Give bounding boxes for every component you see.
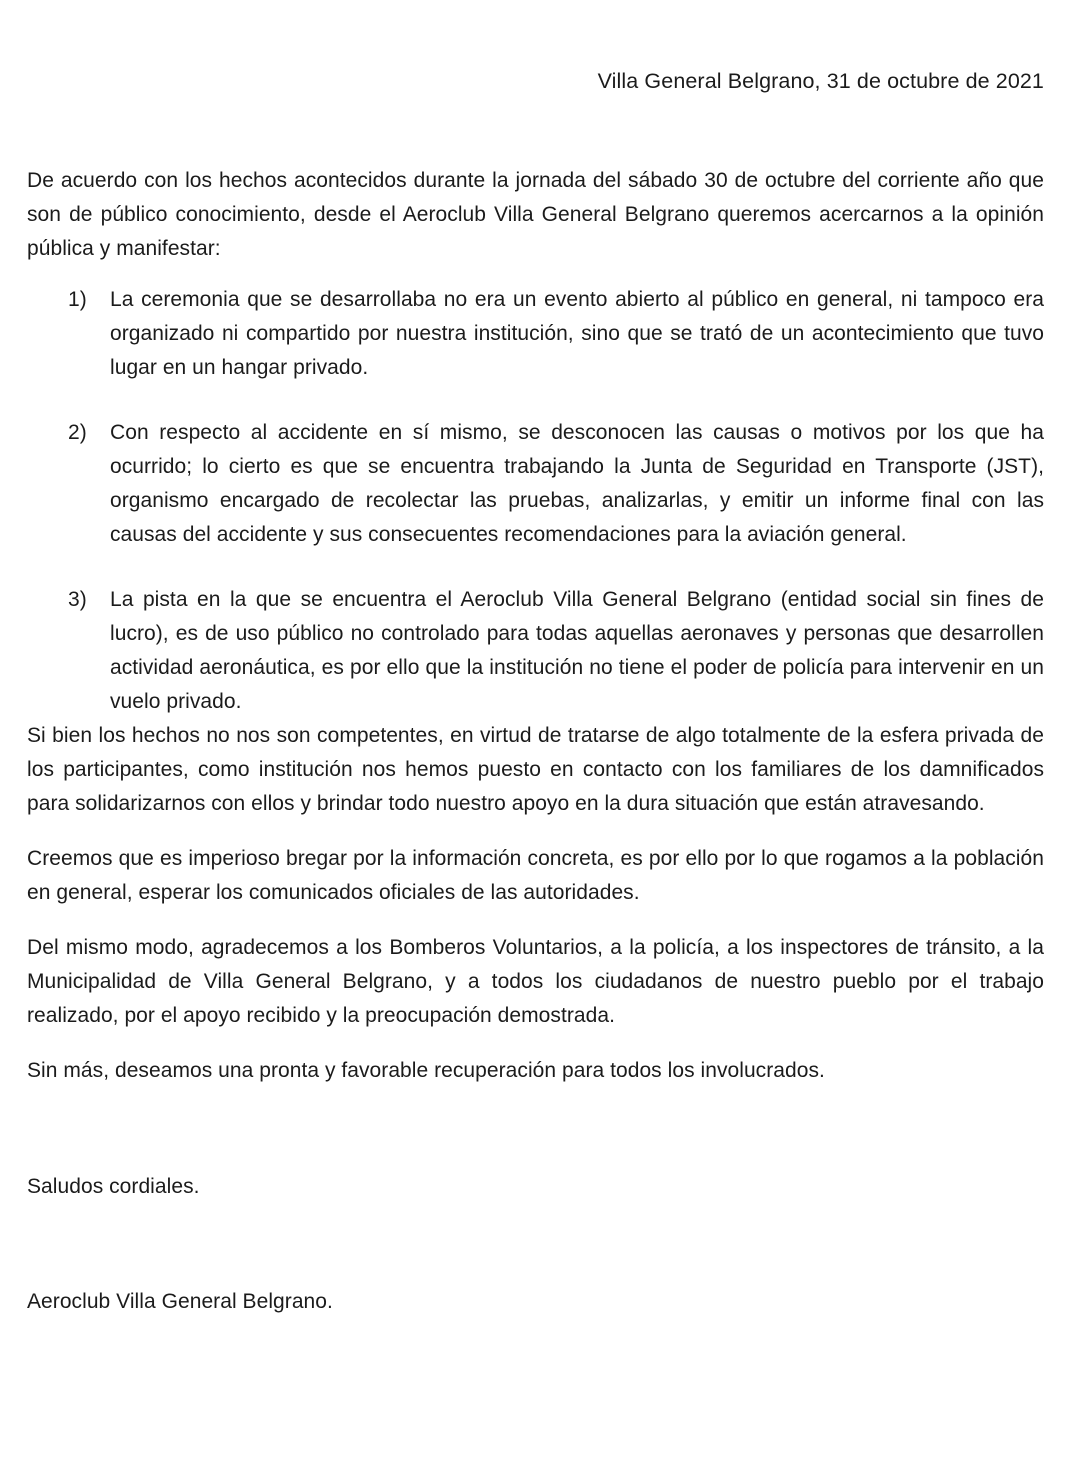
intro-paragraph: De acuerdo con los hechos acontecidos durante la jornada del sábado 30 de octubre del corriente año que son de público conocimiento, desde el Aeroclub Villa General Belgrano queremos acercarnos a la opinión pública y manifestar: [27,169,1044,260]
list-item [27,283,1044,385]
document-body [27,164,1044,1319]
closing-paragraph-4: Sin más, deseamos una pronta y favorable recuperación para todos los involucrados. [27,1059,825,1082]
statement-list [27,283,1044,719]
list-item-marker: 2) [68,421,87,444]
closing-paragraph-1: Si bien los hechos no nos son competentes, en virtud de tratarse de algo totalmente de la esfera privada de los participantes, como institución nos hemos puesto en contacto con los familiares de los damnificados para solidarizarnos con ellos y brindar todo nuestro apoyo en la dura situación que están atravesando. [27,724,1044,815]
list-item [27,416,1044,552]
list-item [27,583,1044,719]
list-item-text: La pista en la que se encuentra el Aeroclub Villa General Belgrano (entidad social sin fines de lucro), es de uso público no controlado para todas aquellas aeronaves y personas que desarrollen actividad aeronáutica, es por ello que la institución no tiene el poder de policía para intervenir en un vuelo privado. [110,588,1044,713]
list-item-marker: 3) [68,588,87,611]
closing-paragraph-3: Del mismo modo, agradecemos a los Bomberos Voluntarios, a la policía, a los inspectores de tránsito, a la Municipalidad de Villa General Belgrano, y a todos los ciudadanos de nuestro pueblo por el trabajo realizado, por el apoyo recibido y la preocupación demostrada. [27,936,1044,1027]
sign-off-line: Saludos cordiales. [27,1175,200,1198]
signature-line: Aeroclub Villa General Belgrano. [27,1290,333,1313]
list-item-text: Con respecto al accidente en sí mismo, se desconocen las causas o motivos por los que ha ocurrido; lo cierto es que se encuentra trabajando la Junta de Seguridad en Transporte (JST), organismo encargado de recolectar las pruebas, analizarlas, y emitir un informe final con las causas del accidente y sus consecuentes recomendaciones para la aviación general. [110,421,1044,546]
place-and-date-header: Villa General Belgrano, 31 de octubre de 2021 [597,69,1044,93]
closing-paragraph-2: Creemos que es imperioso bregar por la información concreta, es por ello por lo que rogamos a la población en general, esperar los comunicados oficiales de las autoridades. [27,847,1044,904]
list-item-text: La ceremonia que se desarrollaba no era un evento abierto al público en general, ni tampoco era organizado ni compartido por nuestra institución, sino que se trató de un acontecimiento que tuvo lugar en un hangar privado. [110,288,1044,379]
list-item-marker: 1) [68,288,87,311]
